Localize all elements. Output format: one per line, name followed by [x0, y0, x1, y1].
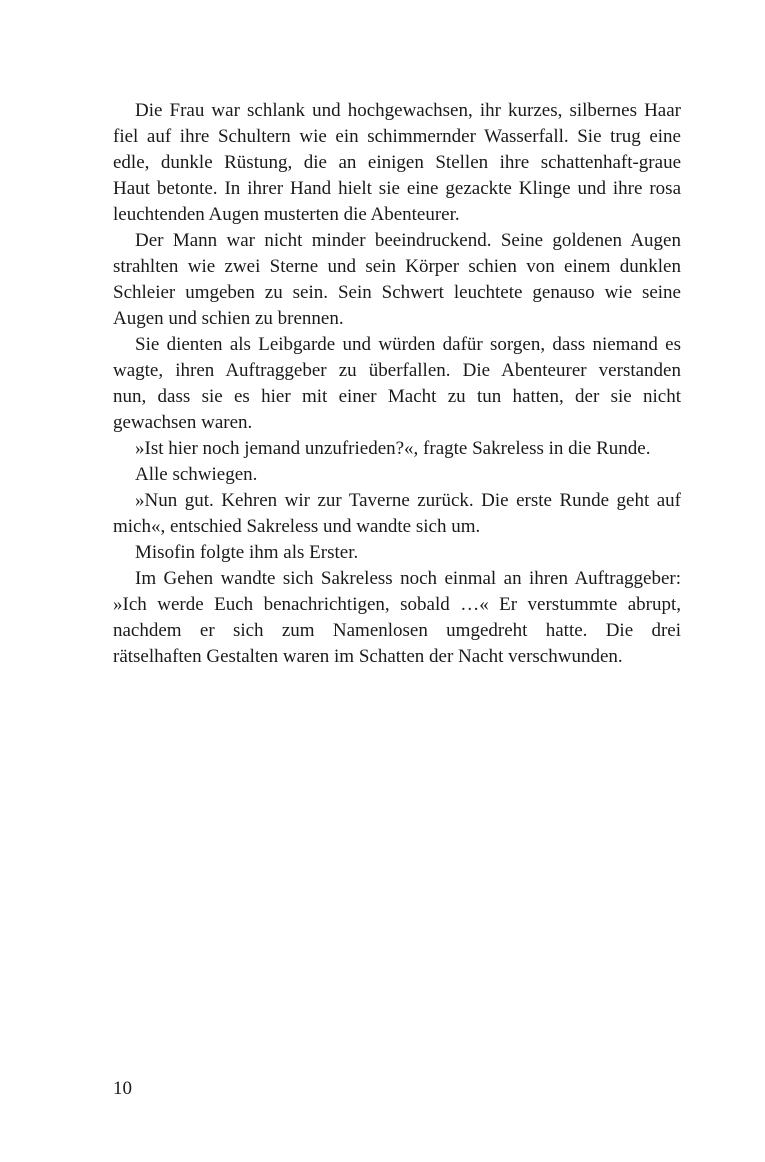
- paragraph: [113, 332, 681, 436]
- text-line: Sie dienten als Leibgarde und würden dafür sorgen, dass niemand es: [135, 334, 681, 355]
- text-line: Die Frau war schlank und hochgewachsen, ihr kurzes, silbernes Haar: [135, 100, 681, 121]
- text-line: Im Gehen wandte sich Sakreless noch einmal an ihren Auftraggeber:: [135, 568, 681, 589]
- paragraph: [113, 98, 681, 228]
- paragraph: [113, 462, 681, 488]
- body-text: [113, 98, 681, 670]
- text-line: fiel auf ihre Schultern wie ein schimmernder Wasserfall. Sie trug eine: [113, 126, 681, 147]
- text-line: Der Mann war nicht minder beeindruckend. Seine goldenen Augen: [135, 230, 681, 251]
- text-line: »Ist hier noch jemand unzufrieden?«, fragte Sakreless in die Runde.: [135, 438, 651, 459]
- text-line: Haut betonte. In ihrer Hand hielt sie eine gezackte Klinge und ihre rosa: [113, 178, 681, 199]
- text-line: nachdem er sich zum Namenlosen umgedreht hatte. Die drei: [113, 620, 681, 641]
- text-line: gewachsen waren.: [113, 412, 253, 433]
- text-line: Alle schwiegen.: [135, 464, 258, 485]
- text-line: strahlten wie zwei Sterne und sein Körper schien von einem dunklen: [113, 256, 681, 277]
- text-line: nun, dass sie es hier mit einer Macht zu tun hatten, der sie nicht: [113, 386, 681, 407]
- text-line: leuchtenden Augen musterten die Abenteurer.: [113, 204, 460, 225]
- text-line: wagte, ihren Auftraggeber zu überfallen. Die Abenteurer verstanden: [113, 360, 681, 381]
- paragraph: [113, 436, 681, 462]
- text-line: Schleier umgeben zu sein. Sein Schwert leuchtete genauso wie seine: [113, 282, 681, 303]
- paragraph: [113, 228, 681, 332]
- paragraph: [113, 540, 681, 566]
- page-number: 10: [113, 1078, 132, 1099]
- paragraph: [113, 488, 681, 540]
- text-line: mich«, entschied Sakreless und wandte sich um.: [113, 516, 481, 537]
- text-line: rätselhaften Gestalten waren im Schatten der Nacht verschwunden.: [113, 646, 623, 667]
- text-line: edle, dunkle Rüstung, die an einigen Stellen ihre schattenhaft-graue: [113, 152, 681, 173]
- text-line: »Nun gut. Kehren wir zur Taverne zurück. Die erste Runde geht auf: [135, 490, 681, 511]
- text-line: Misofin folgte ihm als Erster.: [135, 542, 359, 563]
- text-line: »Ich werde Euch benachrichtigen, sobald …« Er verstummte abrupt,: [113, 594, 681, 615]
- paragraph: [113, 566, 681, 670]
- text-line: Augen und schien zu brennen.: [113, 308, 344, 329]
